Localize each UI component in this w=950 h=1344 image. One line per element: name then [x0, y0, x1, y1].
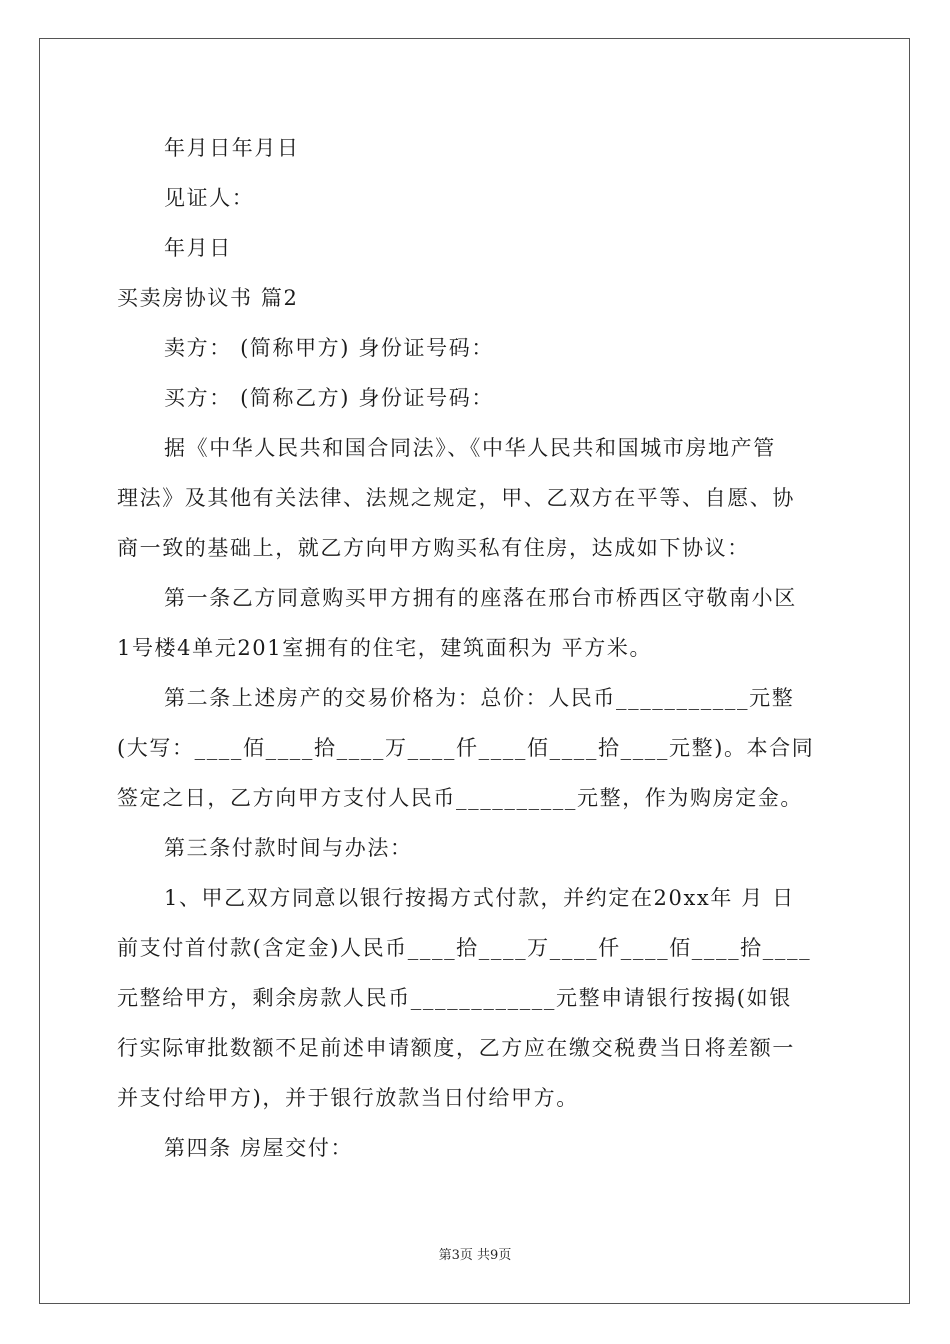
article-3-heading: 第三条付款时间与办法： [164, 836, 413, 860]
article-3-line: 1、甲乙双方同意以银行按揭方式付款，并约定在20xx年 月 日 [164, 886, 795, 910]
paragraph-line: 理法》及其他有关法律、法规之规定，甲、乙双方在平等、自愿、协 [117, 486, 795, 510]
section-heading: 买卖房协议书 篇2 [117, 286, 299, 310]
date-line-2: 年月日 [164, 236, 232, 260]
article-1-line: 1号楼4单元201室拥有的住宅，建筑面积为 平方米。 [117, 636, 653, 660]
article-3-line: 并支付给甲方)，并于银行放款当日付给甲方。 [117, 1086, 579, 1110]
article-4-heading: 第四条 房屋交付： [164, 1136, 354, 1160]
paragraph-line: 据《中华人民共和国合同法》、《中华人民共和国城市房地产管 [164, 436, 776, 460]
article-2-line: 第二条上述房产的交易价格为：总价：人民币___________元整 [164, 686, 795, 710]
page-border [39, 38, 910, 1304]
witness-line: 见证人： [164, 186, 255, 210]
article-3-line: 前支付首付款(含定金)人民币____拾____万____仟____佰____拾____ [117, 936, 812, 960]
buyer-line: 买方： (简称乙方) 身份证号码： [164, 386, 494, 410]
article-3-line: 行实际审批数额不足前述申请额度，乙方应在缴交税费当日将差额一 [117, 1036, 795, 1060]
article-3-line: 元整给甲方，剩余房款人民币____________元整申请银行按揭(如银 [117, 986, 792, 1010]
article-2-line: (大写：____佰____拾____万____仟____佰____拾____元整)。本合同 [117, 736, 815, 760]
article-1-line: 第一条乙方同意购买甲方拥有的座落在邢台市桥西区守敬南小区 [164, 586, 797, 610]
paragraph-line: 商一致的基础上，就乙方向甲方购买私有住房，达成如下协议： [117, 536, 750, 560]
date-line-1: 年月日年月日 [164, 136, 300, 160]
seller-line: 卖方： (简称甲方) 身份证号码： [164, 336, 494, 360]
article-2-line: 签定之日，乙方向甲方支付人民币__________元整，作为购房定金。 [117, 786, 803, 810]
page-number-footer: 第3页 共9页 [438, 1248, 512, 1263]
